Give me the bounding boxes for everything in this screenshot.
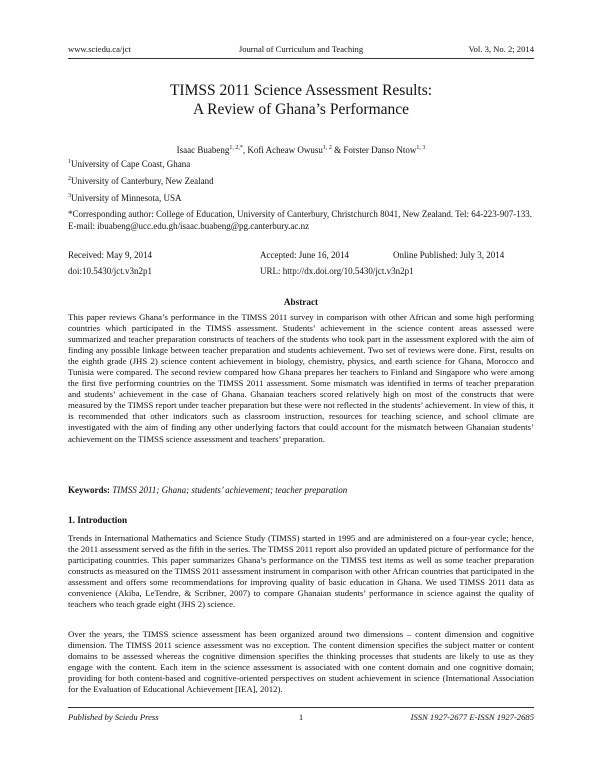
footer-rule <box>68 707 534 708</box>
affiliation-1 <box>68 159 190 169</box>
author-2-affil: 1, 2 <box>322 145 332 151</box>
author-3: & Forster Danso Ntow <box>334 145 417 155</box>
doi-url[interactable]: URL: http://dx.doi.org/10.5430/jct.v3n2p1 <box>260 266 414 276</box>
affiliation-2 <box>68 176 214 186</box>
volume-info: Vol. 3, No. 2; 2014 <box>468 44 534 54</box>
affiliation-3 <box>68 193 182 203</box>
author-1: Isaac Buabeng <box>176 145 230 155</box>
affiliation-3-number: 3 <box>68 193 71 199</box>
accepted-date: Accepted: June 16, 2014 <box>260 250 349 260</box>
corresponding-author: *Corresponding author: College of Education, University of Canterbury, Christchurch 8041, New Zealand. Tel: 64-223-907-133. E-mail: ibuabeng@ucc.edu.gh/isaac.buabeng@pg.canterbury.ac.nz <box>68 209 533 231</box>
author-3-affil: 1, 3 <box>416 145 426 151</box>
section-heading-introduction: 1. Introduction <box>68 515 128 525</box>
abstract-text: This paper reviews Ghana’s performance in the TIMSS 2011 survey in comparison with other African and some high performing countries which participated in the TIMSS assessment. Students’ achievement in the science content areas assessed were summarized and teacher preparation constructs of teachers of the students who took part in the assessment explored with the aim of finding any possible linkage between teacher preparation and students achievement. Two set of reviews were done. First, results on the eighth grade (JHS 2) science content achievement in biology, chemistry, physics, and earth science for Ghana, Morocco and Tunisia were compared. The second review compared how Ghana prepares her teachers to Finland and Singapore who were among the first five performing countries on the TIMSS 2011 assessment. Some mismatch was identified in terms of teacher preparation and students’ achievement in the case of Ghana. Ghanaian teachers scored relatively high on most of the constructs that were measured by the TIMSS report under teacher preparation but these were not reflected in the students’ achievement. In view of this, it is recommended that other indicators such as classroom instruction, resources for teaching science, and school climate are investigated with the aim of finding any other underlying factors that could account for the mismatch between Ghanaian students’ achievement on the TIMSS science assessment and teachers’ preparation. <box>68 312 534 444</box>
abstract-heading: Abstract <box>283 297 319 307</box>
published-date: Online Published: July 3, 2014 <box>393 250 505 260</box>
author-2: , Kofi Acheaw Owusu <box>242 145 323 155</box>
affiliation-2-number: 2 <box>68 176 71 182</box>
received-date: Received: May 9, 2014 <box>68 250 152 260</box>
paper-title <box>68 81 534 119</box>
page-number: 1 <box>298 712 304 722</box>
author-1-affil: 1, 2,* <box>229 145 243 151</box>
title-line-1: TIMSS 2011 Science Assessment Results: <box>169 82 433 99</box>
affiliation-1-text: University of Cape Coast, Ghana <box>71 159 191 169</box>
keywords <box>68 485 534 495</box>
affiliation-2-text: University of Canterbury, New Zealand <box>71 176 214 186</box>
journal-name: Journal of Curriculum and Teaching <box>238 44 364 54</box>
author-list <box>68 145 534 155</box>
running-header <box>68 44 534 56</box>
doi: doi:10.5430/jct.v3n2p1 <box>68 266 152 276</box>
introduction-paragraph-1: Trends in International Mathematics and Science Study (TIMSS) started in 1995 and are administered on a four-year cycle; hence, the 2011 assessment served as the fifth in the series. The TIMSS 2011 report also provided an updated picture of performance for the participating countries. This paper summarizes Ghana’s performance on the TIMSS test items as well as some teacher preparation constructs as measured on the TIMSS 2011 assessment instrument in comparison with other African countries that participated in the assessment and offers some recommendations for improving quality of basic education in Ghana. We used TIMSS 2011 data as convenience (Akiba, LeTendre, & Scribner, 2007) to compare Ghanaian students’ performance in science against the quality of teachers who teach grade eight (JHS 2) science. <box>68 533 534 610</box>
title-line-2: A Review of Ghana’s Performance <box>192 101 410 118</box>
affiliation-1-number: 1 <box>68 159 71 165</box>
issn: ISSN 1927-2677 E-ISSN 1927-2685 <box>410 712 534 722</box>
affiliation-3-text: University of Minnesota, USA <box>71 193 182 203</box>
header-rule <box>68 58 534 59</box>
running-footer <box>68 712 534 724</box>
keywords-label: Keywords: <box>68 485 110 495</box>
keywords-text: TIMSS 2011; Ghana; students’ achievement; teacher preparation <box>112 485 348 495</box>
publisher: Published by Sciedu Press <box>68 712 159 722</box>
journal-url[interactable]: www.sciedu.ca/jct <box>68 44 131 54</box>
introduction-paragraph-2: Over the years, the TIMSS science assessment has been organized around two dimensions – content dimension and cognitive dimension. The TIMSS 2011 science assessment was no exception. The content dimension specifies the subject matter or content domains to be assessed whereas the cognitive dimension specifies the thinking processes that students are likely to use as they engage with the content. Each item in the science assessment is associated with one content domain and one cognitive domain; providing for both content-based and cognitive-oriented perspectives on student achievement in science (International Association for the Evaluation of Educational Achievement [IEA], 2012). <box>68 629 534 695</box>
